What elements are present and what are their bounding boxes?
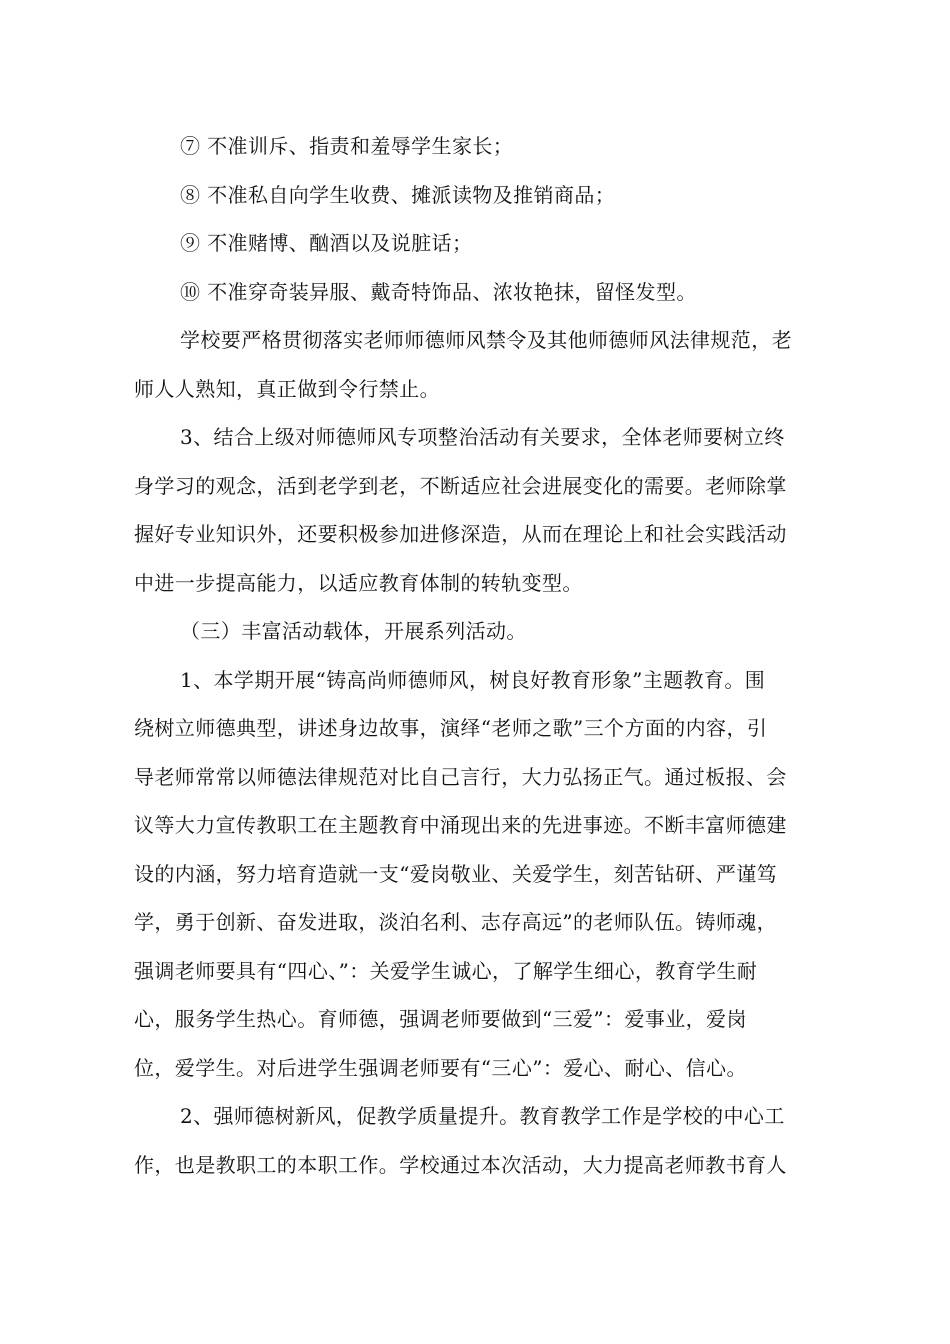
text-line: 强调老师要具有“四心、”：关爱学生诚心，了解学生细心，教育学生耐 xyxy=(134,958,758,983)
text-line: 身学习的观念，活到老学到老，不断适应社会进展变化的需要。老师除掌 xyxy=(134,473,787,498)
text-line: 中进一步提高能力，以适应教育体制的转轨变型。 xyxy=(134,570,583,595)
text-line: 师人人熟知，真正做到令行禁止。 xyxy=(134,376,440,401)
text-line: 学校要严格贯彻落实老师师德师风禁令及其他师德师风法律规范，老 xyxy=(180,328,792,352)
text-line: 2、强师德树新风，促教学质量提升。教育教学工作是学校的中心工 xyxy=(180,1104,785,1128)
text-line: 议等大力宣传教职工在主题教育中涌现出来的先进事迹。不断丰富师德建 xyxy=(134,813,787,837)
text-line: 握好专业知识外，还要积极参加进修深造，从而在理论上和社会实践活动 xyxy=(134,522,787,546)
text-line: 导老师常常以师德法律规范对比自己言行，大力弘扬正气。通过板报、会 xyxy=(134,764,787,789)
text-line: 作，也是教职工的本职工作。学校通过本次活动，大力提高老师教书育人 xyxy=(134,1152,787,1177)
text-line: 心，服务学生热心。育师德，强调老师要做到“三爱”：爱事业，爱岗 xyxy=(134,1007,747,1031)
text-line: 绕树立师德典型，讲述身边故事，演绎“老师之歌”三个方面的内容，引 xyxy=(134,716,768,740)
text-line: （三）丰富活动载体，开展系列活动。 xyxy=(180,619,527,643)
text-line: 学，勇于创新、奋发进取，淡泊名利、志存高远”的老师队伍。铸师魂， xyxy=(134,910,778,934)
text-line: ⑨ 不准赌博、酗酒以及说脏话； xyxy=(180,231,473,255)
text-line: ⑩ 不准穿奇装异服、戴奇特饰品、浓妆艳抹，留怪发型。 xyxy=(180,279,697,304)
text-line: 1、本学期开展“铸高尚师德师风，树良好教育形象”主题教育。围 xyxy=(180,667,766,692)
document-body xyxy=(134,122,824,1189)
text-line: ⑦ 不准训斥、指责和羞辱学生家长； xyxy=(180,134,514,158)
text-line: ⑧ 不准私自向学生收费、摊派读物及推销商品； xyxy=(180,182,616,207)
text-line: 位，爱学生。对后进学生强调老师要有“三心”：爱心、耐心、信心。 xyxy=(134,1055,747,1080)
text-line: 3、结合上级对师德师风专项整治活动有关要求，全体老师要树立终 xyxy=(180,425,785,449)
text-line: 设的内涵，努力培育造就一支“爱岗敬业、关爱学生，刻苦钻研、严谨笃 xyxy=(134,861,778,886)
